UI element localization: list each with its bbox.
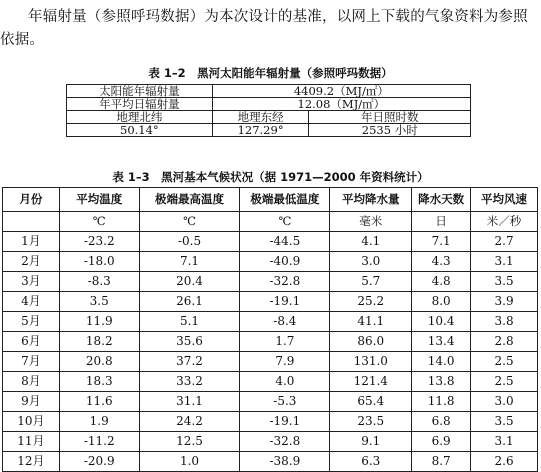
data-cell: 2月: [3, 252, 60, 272]
header-cell: 极端最低温度: [240, 188, 330, 212]
data-cell: 12月: [3, 452, 60, 472]
data-cell: 5.1: [139, 312, 240, 332]
data-cell: 4月: [3, 292, 60, 312]
header-cell: 地理东经: [212, 111, 309, 124]
header-cell: 降水天数: [412, 188, 471, 212]
data-cell: -11.2: [59, 432, 139, 452]
table-header-row: [67, 111, 471, 124]
data-cell: 3.5: [471, 412, 538, 432]
data-cell: 14.0: [412, 352, 471, 372]
table-row: [3, 372, 538, 392]
row-label: 年平均日辐射量: [67, 98, 213, 111]
table-row: [3, 272, 538, 292]
header-cell: 月份: [3, 188, 60, 212]
climate-table: [2, 187, 538, 472]
data-cell: 2.5: [471, 352, 538, 372]
data-cell: 4.3: [412, 252, 471, 272]
data-cell: -23.2: [59, 232, 139, 252]
table-units-row: [3, 212, 538, 232]
row-label: 太阳能年辐射量: [67, 85, 213, 98]
table-row: [3, 412, 538, 432]
data-cell: -32.8: [240, 432, 330, 452]
data-cell: -8.4: [240, 312, 330, 332]
header-cell: 平均温度: [59, 188, 139, 212]
unit-cell: ℃: [240, 212, 330, 232]
data-cell: 20.4: [139, 272, 240, 292]
data-cell: 18.3: [59, 372, 139, 392]
data-cell: 12.5: [139, 432, 240, 452]
data-cell: -44.5: [240, 232, 330, 252]
data-cell: -32.8: [240, 272, 330, 292]
data-cell: 9月: [3, 392, 60, 412]
unit-cell: ℃: [59, 212, 139, 232]
table-row: [3, 452, 538, 472]
data-cell: 65.4: [330, 392, 412, 412]
data-cell: 3.9: [471, 292, 538, 312]
solar-radiation-table: [66, 84, 471, 137]
data-cell: 3.5: [59, 292, 139, 312]
data-cell: 2.7: [471, 232, 538, 252]
row-value: 4409.2（MJ/㎡）: [212, 85, 470, 98]
data-cell: 86.0: [330, 332, 412, 352]
row-value: 12.08（MJ/㎡）: [212, 98, 470, 111]
data-cell: 10.4: [412, 312, 471, 332]
data-cell: 5月: [3, 312, 60, 332]
data-cell: 8.7: [412, 452, 471, 472]
data-cell: 121.4: [330, 372, 412, 392]
data-cell: 9.1: [330, 432, 412, 452]
data-cell: 3.1: [471, 252, 538, 272]
data-cell: -40.9: [240, 252, 330, 272]
unit-cell: 日: [412, 212, 471, 232]
unit-cell: 米／秒: [471, 212, 538, 232]
data-cell: 6.8: [412, 412, 471, 432]
data-cell: 11.8: [412, 392, 471, 412]
header-cell: 极端最高温度: [139, 188, 240, 212]
data-cell: 8月: [3, 372, 60, 392]
table-row: [67, 85, 471, 98]
data-cell: 2535 小时: [309, 124, 471, 137]
data-cell: 131.0: [330, 352, 412, 372]
table-row: [3, 432, 538, 452]
unit-cell: ℃: [139, 212, 240, 232]
table-row: [3, 232, 538, 252]
data-cell: -18.0: [59, 252, 139, 272]
data-cell: 18.2: [59, 332, 139, 352]
data-cell: -5.3: [240, 392, 330, 412]
table-row: [67, 124, 471, 137]
data-cell: 23.5: [330, 412, 412, 432]
data-cell: 3.0: [330, 252, 412, 272]
table-header-row: [3, 188, 538, 212]
data-cell: 127.29°: [212, 124, 309, 137]
data-cell: 7.1: [139, 252, 240, 272]
data-cell: 3.1: [471, 432, 538, 452]
data-cell: -19.1: [240, 292, 330, 312]
data-cell: -0.5: [139, 232, 240, 252]
data-cell: 3.5: [471, 272, 538, 292]
data-cell: 4.8: [412, 272, 471, 292]
table-row: [3, 332, 538, 352]
data-cell: 35.6: [139, 332, 240, 352]
data-cell: 8.0: [412, 292, 471, 312]
table-row: [3, 392, 538, 412]
data-cell: 33.2: [139, 372, 240, 392]
header-cell: 平均风速: [471, 188, 538, 212]
data-cell: 11.9: [59, 312, 139, 332]
data-cell: 5.7: [330, 272, 412, 292]
data-cell: 7月: [3, 352, 60, 372]
table-row: [3, 312, 538, 332]
data-cell: 3月: [3, 272, 60, 292]
data-cell: 6月: [3, 332, 60, 352]
table-row: [67, 98, 471, 111]
data-cell: 25.2: [330, 292, 412, 312]
data-cell: 7.1: [412, 232, 471, 252]
data-cell: 10月: [3, 412, 60, 432]
data-cell: 41.1: [330, 312, 412, 332]
data-cell: 20.8: [59, 352, 139, 372]
data-cell: 4.0: [240, 372, 330, 392]
data-cell: 2.6: [471, 452, 538, 472]
data-cell: 13.4: [412, 332, 471, 352]
unit-cell: [3, 212, 60, 232]
data-cell: -8.3: [59, 272, 139, 292]
data-cell: 4.1: [330, 232, 412, 252]
header-cell: 平均降水量: [330, 188, 412, 212]
data-cell: 3.0: [471, 392, 538, 412]
data-cell: 7.9: [240, 352, 330, 372]
data-cell: 1.9: [59, 412, 139, 432]
data-cell: 37.2: [139, 352, 240, 372]
intro-paragraph: 年辐射量（参照呼玛数据）为本次设计的基准，以网上下载的气象资料为参照依据。: [0, 9, 528, 48]
table-1-2-caption: 表 1–2 黑河太阳能年辐射量（参照呼玛数据）: [148, 66, 393, 80]
data-cell: 2.5: [471, 372, 538, 392]
table-row: [3, 352, 538, 372]
data-cell: 1.0: [139, 452, 240, 472]
data-cell: 2.8: [471, 332, 538, 352]
header-cell: 年日照时数: [309, 111, 471, 124]
data-cell: 6.9: [412, 432, 471, 452]
header-cell: 地理北纬: [67, 111, 213, 124]
data-cell: 26.1: [139, 292, 240, 312]
table-row: [3, 252, 538, 272]
data-cell: 13.8: [412, 372, 471, 392]
data-cell: -19.1: [240, 412, 330, 432]
data-cell: 1月: [3, 232, 60, 252]
data-cell: 31.1: [139, 392, 240, 412]
data-cell: 50.14°: [67, 124, 213, 137]
table-row: [3, 292, 538, 312]
data-cell: 11月: [3, 432, 60, 452]
table-1-3-caption: 表 1–3 黑河基本气候状况（据 1971—2000 年资料统计）: [112, 170, 429, 184]
data-cell: 6.3: [330, 452, 412, 472]
data-cell: 24.2: [139, 412, 240, 432]
unit-cell: 毫米: [330, 212, 412, 232]
data-cell: 1.7: [240, 332, 330, 352]
data-cell: 11.6: [59, 392, 139, 412]
data-cell: -20.9: [59, 452, 139, 472]
data-cell: 3.8: [471, 312, 538, 332]
data-cell: -38.9: [240, 452, 330, 472]
